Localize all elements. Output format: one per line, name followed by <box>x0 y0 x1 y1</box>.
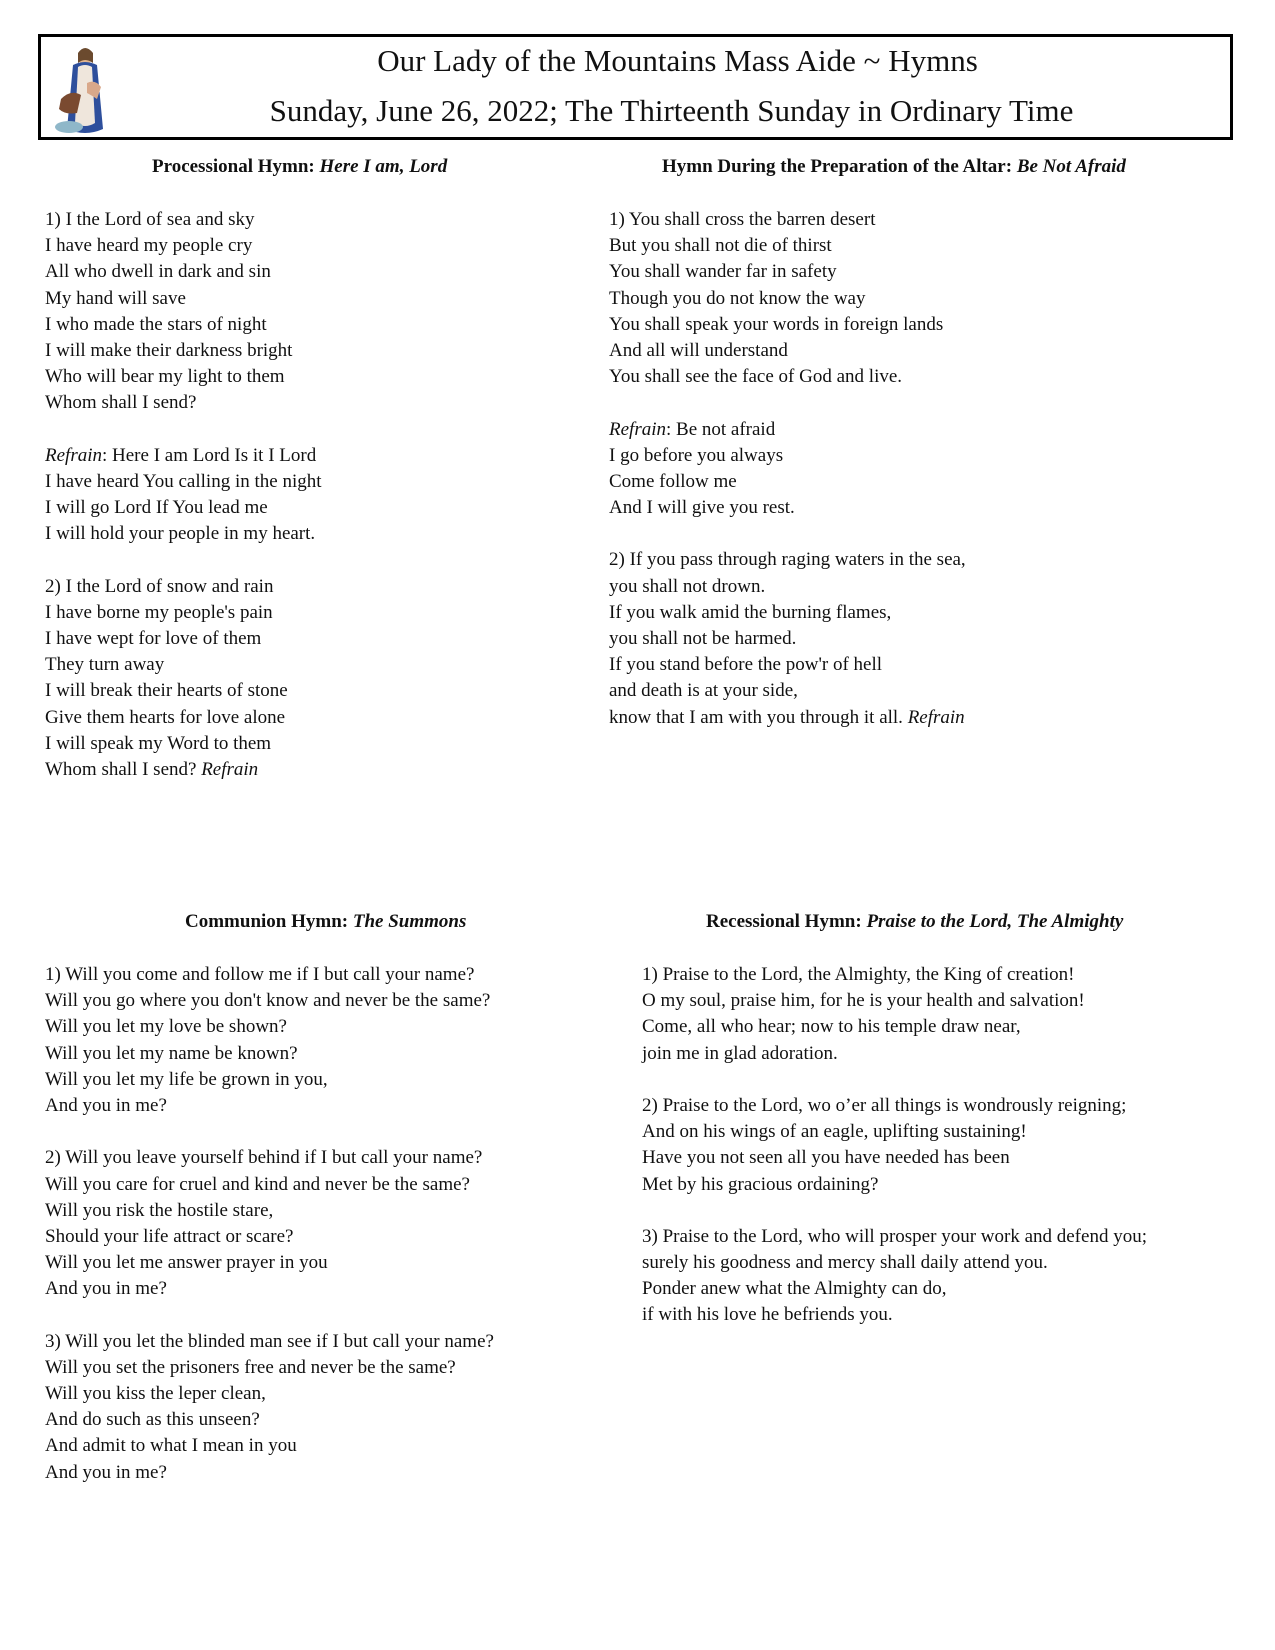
lyric-line: Should your life attract or scare? <box>45 1225 294 1247</box>
lyric-line: You shall speak your words in foreign lands <box>609 313 944 335</box>
lyric-line: you shall not drown. <box>609 575 766 597</box>
lyric-line-with-refrain <box>609 705 966 731</box>
lyric-line: you shall not be harmed. <box>609 628 797 649</box>
recessional-label: Recessional Hymn: <box>706 911 867 932</box>
lyric-line: I have wept for love of them <box>45 628 262 649</box>
processional-hymn-heading <box>152 156 447 178</box>
refrain-first-line <box>45 443 322 469</box>
lyric-line: Will you kiss the leper clean, <box>45 1383 266 1404</box>
lyric-line: I will hold your people in my heart. <box>45 523 316 545</box>
lyric-line: If you stand before the pow'r of hell <box>609 654 883 676</box>
lyric-line: 2) If you pass through raging waters in the sea, <box>609 549 966 571</box>
lyric-line: and death is at your side, <box>609 680 798 702</box>
communion-hymn-heading <box>185 911 466 933</box>
lyric-line: 1) I the Lord of sea and sky <box>45 209 255 230</box>
page-title: Our Lady of the Mountains Mass Aide ~ Hymns <box>377 43 978 78</box>
lyric-line: If you walk amid the burning flames, <box>609 601 892 623</box>
recessional-hymn-heading <box>706 911 1123 933</box>
lyric-line: Will you care for cruel and kind and never be the same? <box>45 1173 470 1195</box>
lyric-line: 1) Will you come and follow me if I but call your name? <box>45 964 475 985</box>
lyric-line: I have heard my people cry <box>45 235 253 257</box>
lyric-line: Will you set the prisoners free and never be the same? <box>45 1356 456 1378</box>
lyric-line: I will make their darkness bright <box>45 339 293 361</box>
lyric-text: know that I am with you through it all. <box>609 706 908 728</box>
lyric-line: And I will give you rest. <box>609 497 795 519</box>
page-subtitle: Sunday, June 26, 2022; The Thirteenth Sunday in Ordinary Time <box>269 93 1074 128</box>
lyric-line: I will speak my Word to them <box>45 732 272 754</box>
lyric-line: They turn away <box>45 654 165 676</box>
lyric-line: Ponder anew what the Almighty can do, <box>642 1278 947 1300</box>
lyric-line: And all will understand <box>609 339 788 361</box>
lyric-line: And you in me? <box>45 1094 167 1116</box>
lyric-line: I have heard You calling in the night <box>45 470 322 492</box>
lyric-line: I will break their hearts of stone <box>45 680 288 702</box>
lyric-line: Will you let my name be known? <box>45 1042 298 1064</box>
communion-lyrics <box>45 962 494 1486</box>
lyric-line: I who made the stars of night <box>45 313 267 335</box>
lyric-line: And you in me? <box>45 1461 167 1483</box>
lyric-line: 2) Will you leave yourself behind if I but call your name? <box>45 1147 483 1169</box>
lyric-line: All who dwell in dark and sin <box>45 261 271 283</box>
lyric-line: I have borne my people's pain <box>45 601 273 623</box>
lyric-line: Come, all who hear; now to his temple draw near, <box>642 1016 1021 1038</box>
refrain-text: : Here I am Lord Is it I Lord <box>102 444 317 466</box>
lyric-line: I go before you always <box>609 444 784 466</box>
altar-label: Hymn During the Preparation of the Altar: <box>662 156 1017 177</box>
communion-label: Communion Hymn: <box>185 911 353 932</box>
refrain-label: Refrain <box>609 418 666 440</box>
lyric-line-with-refrain <box>45 757 322 783</box>
lyric-line: Will you go where you don't know and never be the same? <box>45 990 491 1012</box>
recessional-name: Praise to the Lord, The Almighty <box>866 911 1124 932</box>
altar-name: Be Not Afraid <box>1016 156 1126 177</box>
lyric-line: I will go Lord If You lead me <box>45 497 268 519</box>
lyric-line: And on his wings of an eagle, uplifting sustaining! <box>642 1121 1027 1143</box>
recessional-lyrics <box>642 962 1147 1329</box>
refrain-cue: Refrain <box>907 706 965 728</box>
lyric-line: join me in glad adoration. <box>642 1042 838 1064</box>
processional-name: Here I am, Lord <box>319 156 448 177</box>
lyric-line: O my soul, praise him, for he is your health and salvation! <box>642 990 1085 1012</box>
lyric-line: My hand will save <box>45 287 186 309</box>
communion-name: The Summons <box>352 911 467 932</box>
lyric-line: Will you let me answer prayer in you <box>45 1252 328 1274</box>
processional-lyrics <box>45 207 322 783</box>
lyric-line: Will you risk the hostile stare, <box>45 1199 274 1221</box>
altar-lyrics <box>609 207 966 731</box>
lyric-line: Give them hearts for love alone <box>45 706 286 728</box>
lyric-line: 3) Will you let the blinded man see if I but call your name? <box>45 1330 494 1352</box>
refrain-cue: Refrain <box>201 758 259 780</box>
lyric-text: Whom shall I send? <box>45 758 202 780</box>
processional-label: Processional Hymn: <box>152 156 320 177</box>
header-box <box>38 34 1233 140</box>
lyric-line: You shall wander far in safety <box>609 261 837 283</box>
lyric-line: 2) I the Lord of snow and rain <box>45 575 274 597</box>
refrain-first-line <box>609 417 966 443</box>
lyric-line: Come follow me <box>609 470 737 492</box>
lyric-line: Whom shall I send? <box>45 392 197 414</box>
lyric-line: 3) Praise to the Lord, who will prosper your work and defend you; <box>642 1225 1147 1247</box>
lyric-line: Met by his gracious ordaining? <box>642 1173 879 1195</box>
lyric-line: But you shall not die of thirst <box>609 235 832 257</box>
lyric-line: And do such as this unseen? <box>45 1409 260 1431</box>
lyric-line: Will you let my love be shown? <box>45 1016 287 1038</box>
lyric-line: Have you not seen all you have needed has been <box>642 1147 1010 1169</box>
lyric-line: 1) Praise to the Lord, the Almighty, the King of creation! <box>642 964 1075 985</box>
lyric-line: And you in me? <box>45 1278 167 1300</box>
lyric-line: Who will bear my light to them <box>45 366 285 388</box>
lyric-line: 2) Praise to the Lord, wo o’er all things is wondrously reigning; <box>642 1094 1127 1116</box>
lyric-line: if with his love he befriends you. <box>642 1304 893 1326</box>
lyric-line: surely his goodness and mercy shall daily attend you. <box>642 1252 1048 1274</box>
lyric-line: You shall see the face of God and live. <box>609 366 903 388</box>
altar-hymn-heading <box>662 156 1126 178</box>
lyric-line: Though you do not know the way <box>609 287 866 309</box>
lyric-line: Will you let my life be grown in you, <box>45 1068 328 1090</box>
refrain-text: : Be not afraid <box>666 418 776 440</box>
lyric-line: And admit to what I mean in you <box>45 1435 297 1457</box>
refrain-label: Refrain <box>45 444 102 466</box>
lyric-line: 1) You shall cross the barren desert <box>609 209 876 230</box>
